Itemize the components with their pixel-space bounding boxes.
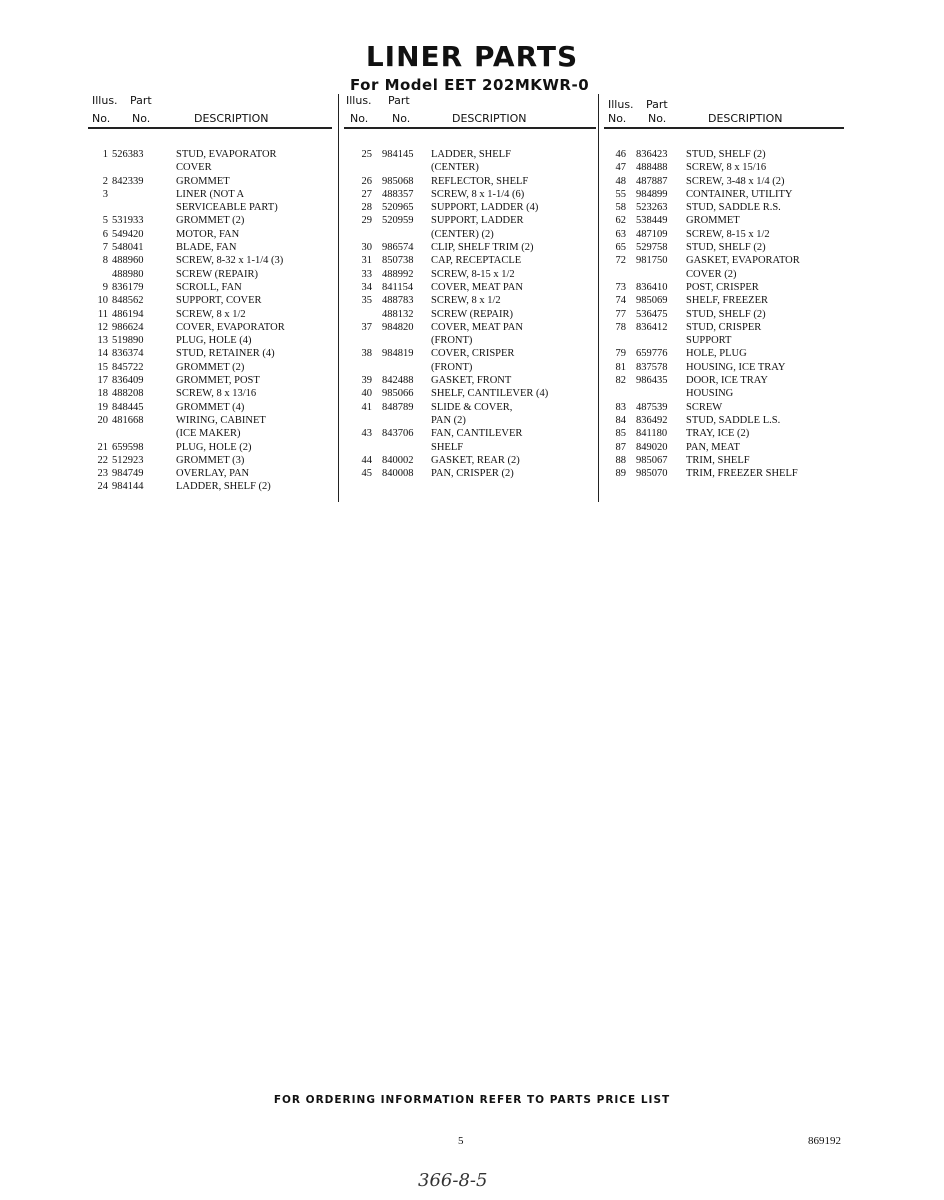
- illus-number: 39: [361, 375, 372, 387]
- illus-number: 81: [615, 361, 626, 373]
- illus-number: 12: [97, 321, 108, 333]
- header-rule: [344, 127, 596, 129]
- part-number: 985070: [636, 468, 668, 480]
- part-number: 836374: [112, 348, 144, 360]
- part-number: 520959: [382, 215, 414, 227]
- ordering-info-footer: FOR ORDERING INFORMATION REFER TO PARTS PRICE LIST: [273, 1094, 671, 1106]
- illus-number: 55: [615, 188, 626, 200]
- part-description: COVER, CRISPER: [431, 348, 515, 360]
- part-description: (CENTER) (2): [431, 228, 494, 240]
- illus-number: 19: [97, 401, 108, 413]
- part-no-label: No.: [648, 112, 667, 125]
- column-header: [88, 92, 332, 132]
- parts-column-1: [88, 92, 332, 493]
- part-description: PAN, MEAT: [686, 441, 740, 453]
- header-rule: [88, 127, 332, 129]
- part-description: HOLE, PLUG: [686, 348, 747, 360]
- part-description: LINER (NOT A: [176, 188, 245, 200]
- illus-label: Illus.: [346, 94, 372, 107]
- part-description: STUD, SADDLE R.S.: [686, 202, 781, 214]
- part-number: 840002: [382, 454, 414, 466]
- illus-number: 28: [361, 202, 372, 214]
- part-description: CLIP, SHELF TRIM (2): [431, 242, 534, 254]
- part-description: POST, CRISPER: [686, 281, 759, 293]
- part-description: HOUSING: [686, 388, 734, 400]
- parts-column-2: [344, 92, 596, 480]
- part-number: 842488: [382, 375, 414, 387]
- illus-number: 20: [97, 414, 108, 426]
- illus-number: 10: [97, 295, 108, 307]
- part-description: STUD, CRISPER: [686, 321, 762, 333]
- part-number: 837578: [636, 361, 668, 373]
- part-description: SHELF: [431, 441, 464, 453]
- part-number: 488783: [382, 295, 414, 307]
- part-number: 488488: [636, 162, 668, 174]
- description-label: DESCRIPTION: [452, 112, 527, 125]
- part-description: DOOR, ICE TRAY: [686, 375, 768, 387]
- part-number: 986624: [112, 321, 144, 333]
- part-description: SHELF, FREEZER: [686, 295, 769, 307]
- part-number: 984819: [382, 348, 414, 360]
- part-description: SUPPORT, COVER: [176, 295, 262, 307]
- part-description: GROMMET (4): [176, 401, 245, 413]
- part-number: 845722: [112, 361, 144, 373]
- part-description: SLIDE & COVER,: [431, 401, 513, 413]
- part-no-label: No.: [132, 112, 151, 125]
- part-description: CONTAINER, UTILITY: [686, 188, 793, 200]
- part-description: HOUSING, ICE TRAY: [686, 361, 786, 373]
- part-number: 836423: [636, 149, 668, 160]
- part-number: 985068: [382, 175, 414, 187]
- part-description: SERVICEABLE PART): [176, 202, 278, 214]
- part-number: 836492: [636, 414, 668, 426]
- part-description: COVER, MEAT PAN: [431, 281, 523, 293]
- part-description: SCREW: [686, 401, 723, 413]
- part-number: 526383: [112, 149, 144, 160]
- illus-number: 43: [361, 428, 372, 440]
- part-number: 488357: [382, 188, 414, 200]
- part-number: 836410: [636, 281, 668, 293]
- part-number: 659776: [636, 348, 668, 360]
- part-description: TRIM, FREEZER SHELF: [686, 468, 798, 480]
- part-number: 488132: [382, 308, 414, 320]
- illus-number: 30: [361, 242, 372, 254]
- illus-number: 40: [361, 388, 372, 400]
- part-description: SCREW, 8 x 1-1/4 (6): [431, 188, 525, 200]
- illus-number: 73: [615, 281, 626, 293]
- illus-number: 13: [97, 335, 108, 347]
- part-number: 841154: [382, 281, 414, 293]
- part-description: (CENTER): [431, 162, 479, 174]
- part-description: SHELF, CANTILEVER (4): [431, 388, 549, 400]
- part-description: WIRING, CABINET: [176, 414, 266, 426]
- part-description: BLADE, FAN: [176, 242, 237, 254]
- illus-number: 44: [361, 454, 372, 466]
- part-number: 538449: [636, 215, 668, 227]
- part-description: SUPPORT: [686, 335, 732, 347]
- part-number: 487887: [636, 175, 668, 187]
- illus-number: 88: [615, 454, 626, 466]
- part-number: 487539: [636, 401, 668, 413]
- part-number: 488208: [112, 388, 144, 400]
- part-number: 488980: [112, 268, 144, 280]
- part-description: MOTOR, FAN: [176, 228, 240, 240]
- illus-number: 1: [102, 149, 108, 160]
- part-description: GROMMET (3): [176, 454, 245, 466]
- part-description: GROMMET: [176, 175, 230, 187]
- part-number: 488960: [112, 255, 144, 267]
- illus-label: Illus.: [92, 94, 118, 107]
- part-number: 486194: [112, 308, 144, 320]
- part-description: GASKET, EVAPORATOR: [686, 255, 800, 267]
- illus-no-label: No.: [350, 112, 369, 125]
- part-number: 659598: [112, 441, 144, 453]
- illus-number: 78: [615, 321, 626, 333]
- part-description: SCREW, 8-32 x 1-1/4 (3): [176, 255, 284, 267]
- illus-number: 25: [361, 149, 372, 160]
- part-number: 842339: [112, 175, 144, 187]
- part-label: Part: [130, 94, 152, 107]
- description-label: DESCRIPTION: [708, 112, 783, 125]
- illus-number: 34: [361, 281, 372, 293]
- part-description: (FRONT): [431, 361, 473, 373]
- part-description: LADDER, SHELF: [431, 149, 511, 160]
- illus-number: 63: [615, 228, 626, 240]
- illus-number: 41: [361, 401, 372, 413]
- part-number: 529758: [636, 242, 668, 254]
- illus-label: Illus.: [608, 98, 634, 111]
- part-description: GROMMET: [686, 215, 740, 227]
- illus-number: 24: [97, 481, 108, 493]
- illus-number: 9: [102, 281, 108, 293]
- illus-number: 47: [615, 162, 626, 174]
- part-number: 984144: [112, 481, 144, 493]
- part-description: OVERLAY, PAN: [176, 468, 250, 480]
- part-description: GASKET, REAR (2): [431, 454, 520, 466]
- illus-no-label: No.: [608, 112, 627, 125]
- part-number: 849020: [636, 441, 668, 453]
- part-description: PAN (2): [431, 414, 466, 426]
- description-label: DESCRIPTION: [194, 112, 269, 125]
- part-description: GROMMET, POST: [176, 375, 260, 387]
- part-number: 840008: [382, 468, 414, 480]
- part-description: SCREW, 8-15 x 1/2: [431, 268, 515, 280]
- illus-number: 46: [615, 149, 626, 160]
- page-number: 5: [458, 1135, 464, 1147]
- illus-number: 22: [97, 454, 108, 466]
- part-description: TRAY, ICE (2): [686, 428, 750, 440]
- part-number: 531933: [112, 215, 144, 227]
- part-description: SUPPORT, LADDER (4): [431, 202, 539, 214]
- part-description: COVER, MEAT PAN: [431, 321, 523, 333]
- part-number: 986435: [636, 375, 668, 387]
- column-divider: [598, 94, 599, 502]
- part-number: 549420: [112, 228, 144, 240]
- illus-number: 74: [615, 295, 626, 307]
- part-description: STUD, EVAPORATOR: [176, 149, 277, 160]
- part-number: 986574: [382, 242, 414, 254]
- illus-number: 23: [97, 468, 108, 480]
- part-number: 512923: [112, 454, 144, 466]
- illus-number: 11: [97, 308, 108, 320]
- part-description: GROMMET (2): [176, 215, 245, 227]
- illus-no-label: No.: [92, 112, 111, 125]
- illus-number: 62: [615, 215, 626, 227]
- illus-number: 14: [97, 348, 108, 360]
- illus-number: 38: [361, 348, 372, 360]
- part-number: 841180: [636, 428, 668, 440]
- part-number: 548041: [112, 242, 144, 254]
- illus-number: 37: [361, 321, 372, 333]
- part-number: 984145: [382, 149, 414, 160]
- part-number: 848445: [112, 401, 144, 413]
- illus-number: 26: [361, 175, 372, 187]
- illus-number: 21: [97, 441, 108, 453]
- part-number: 488992: [382, 268, 414, 280]
- model-subtitle: For Model EET 202MKWR-0: [350, 76, 590, 94]
- illus-number: 6: [102, 228, 108, 240]
- part-description: SCROLL, FAN: [176, 281, 242, 293]
- part-number: 487109: [636, 228, 668, 240]
- illus-number: 35: [361, 295, 372, 307]
- part-description: STUD, RETAINER (4): [176, 348, 275, 360]
- part-number: 984749: [112, 468, 144, 480]
- column-header: [344, 92, 596, 132]
- part-description: STUD, SHELF (2): [686, 149, 766, 160]
- part-number: 843706: [382, 428, 414, 440]
- illus-number: 18: [97, 388, 108, 400]
- illus-number: 27: [361, 188, 372, 200]
- part-number: 836409: [112, 375, 144, 387]
- part-description: SUPPORT, LADDER: [431, 215, 524, 227]
- part-number: 520965: [382, 202, 414, 214]
- part-number: 848789: [382, 401, 414, 413]
- illus-number: 3: [102, 188, 108, 200]
- illus-number: 89: [615, 468, 626, 480]
- part-description: CAP, RECEPTACLE: [431, 255, 522, 267]
- illus-number: 8: [102, 255, 108, 267]
- illus-number: 83: [615, 401, 626, 413]
- part-description: GASKET, FRONT: [431, 375, 512, 387]
- part-description: SCREW (REPAIR): [431, 308, 513, 320]
- part-description: COVER (2): [686, 268, 737, 280]
- handwritten-note: 366-8-5: [418, 1170, 488, 1191]
- part-number: 850738: [382, 255, 414, 267]
- illus-number: 87: [615, 441, 626, 453]
- illus-number: 79: [615, 348, 626, 360]
- part-description: LADDER, SHELF (2): [176, 481, 271, 493]
- illus-number: 29: [361, 215, 372, 227]
- part-number: 836412: [636, 321, 668, 333]
- part-description: SCREW (REPAIR): [176, 268, 258, 280]
- part-number: 836179: [112, 281, 144, 293]
- part-no-label: No.: [392, 112, 411, 125]
- part-description: SCREW, 3-48 x 1/4 (2): [686, 175, 785, 187]
- illus-number: 15: [97, 361, 108, 373]
- column-header: [604, 92, 844, 132]
- part-number: 985069: [636, 295, 668, 307]
- illus-number: 77: [615, 308, 626, 320]
- part-number: 481668: [112, 414, 144, 426]
- part-description: SCREW, 8 x 1/2: [431, 295, 501, 307]
- part-number: 981750: [636, 255, 668, 267]
- part-number: 984820: [382, 321, 414, 333]
- illus-number: 5: [102, 215, 108, 227]
- part-description: TRIM, SHELF: [686, 454, 750, 466]
- illus-number: 2: [102, 175, 108, 187]
- page-title: LINER PARTS: [365, 40, 579, 73]
- illus-number: 65: [615, 242, 626, 254]
- illus-number: 82: [615, 375, 626, 387]
- header-rule: [604, 127, 844, 129]
- part-label: Part: [388, 94, 410, 107]
- part-description: REFLECTOR, SHELF: [431, 175, 529, 187]
- part-description: SCREW, 8-15 x 1/2: [686, 228, 770, 240]
- part-description: (FRONT): [431, 335, 473, 347]
- illus-number: 31: [361, 255, 372, 267]
- column-divider: [338, 94, 339, 502]
- part-number: 848562: [112, 295, 144, 307]
- part-description: PAN, CRISPER (2): [431, 468, 514, 480]
- part-description: STUD, SHELF (2): [686, 242, 766, 254]
- part-description: COVER: [176, 162, 212, 174]
- part-description: STUD, SADDLE L.S.: [686, 414, 781, 426]
- part-description: PLUG, HOLE (2): [176, 441, 252, 453]
- illus-number: 84: [615, 414, 626, 426]
- illus-number: 85: [615, 428, 626, 440]
- illus-number: 33: [361, 268, 372, 280]
- illus-number: 58: [615, 202, 626, 214]
- part-description: GROMMET (2): [176, 361, 245, 373]
- part-label: Part: [646, 98, 668, 111]
- part-description: COVER, EVAPORATOR: [176, 321, 285, 333]
- part-description: (ICE MAKER): [176, 428, 241, 440]
- parts-column-3: [604, 92, 844, 480]
- part-number: 536475: [636, 308, 668, 320]
- illus-number: 48: [615, 175, 626, 187]
- part-number: 519890: [112, 335, 144, 347]
- illus-number: 17: [97, 375, 108, 387]
- part-number: 523263: [636, 202, 668, 214]
- part-description: SCREW, 8 x 1/2: [176, 308, 246, 320]
- part-description: FAN, CANTILEVER: [431, 428, 523, 440]
- part-description: STUD, SHELF (2): [686, 308, 766, 320]
- part-number: 985066: [382, 388, 414, 400]
- part-number: 985067: [636, 454, 668, 466]
- part-description: PLUG, HOLE (4): [176, 335, 252, 347]
- part-number: 984899: [636, 188, 668, 200]
- illus-number: 72: [615, 255, 626, 267]
- illus-number: 7: [102, 242, 108, 254]
- document-number: 869192: [808, 1135, 841, 1147]
- part-description: SCREW, 8 x 15/16: [686, 162, 767, 174]
- illus-number: 45: [361, 468, 372, 480]
- part-description: SCREW, 8 x 13/16: [176, 388, 257, 400]
